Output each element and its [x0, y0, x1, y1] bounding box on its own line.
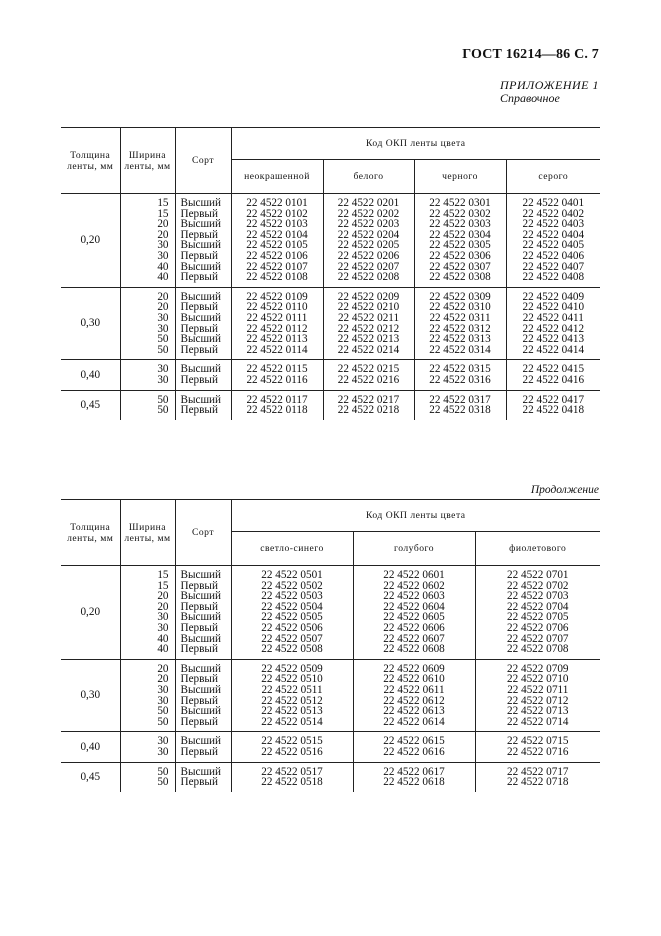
- code-cell: [323, 194, 414, 288]
- width-cell-value: 50: [157, 393, 169, 406]
- grade-cell-value: Первый: [180, 694, 218, 707]
- grade-cell: [175, 287, 231, 360]
- code-cell-value: 22 4522 0203: [337, 218, 400, 231]
- code-cell-value: 22 4522 0413: [522, 333, 585, 346]
- thickness-group-row: [61, 659, 600, 732]
- grade-cell-value: Первый: [180, 643, 218, 656]
- code-cell-value: 22 4522 0715: [506, 735, 569, 748]
- code-cell: [231, 762, 353, 792]
- grade-cell: [175, 390, 231, 420]
- width-cell-value: 30: [157, 373, 169, 386]
- width-cell: [120, 390, 175, 420]
- code-cell-value: 22 4522 0714: [506, 715, 569, 728]
- code-cell: [231, 390, 323, 420]
- code-cell-value: 22 4522 0418: [522, 404, 585, 417]
- code-cell-value: 22 4522 0102: [246, 207, 308, 220]
- code-cell: [231, 732, 353, 762]
- code-cell-value: 22 4522 0605: [383, 611, 445, 624]
- code-cell-value: 22 4522 0514: [261, 715, 323, 728]
- code-cell-value: 22 4522 0317: [429, 393, 491, 406]
- header-color: серого: [506, 160, 600, 194]
- code-cell-value: 22 4522 0706: [506, 621, 569, 634]
- width-cell: [120, 566, 175, 660]
- grade-cell-value: Первый: [180, 776, 218, 789]
- width-cell-value: 20: [157, 662, 169, 675]
- code-cell-value: 22 4522 0212: [337, 322, 400, 335]
- code-cell: [506, 360, 600, 390]
- code-cell-value: 22 4522 0108: [246, 271, 308, 284]
- width-cell-value: 30: [157, 735, 169, 748]
- code-cell-value: 22 4522 0316: [429, 373, 491, 386]
- width-cell: [120, 659, 175, 732]
- code-cell-value: 22 4522 0313: [429, 333, 491, 346]
- code-cell: [231, 360, 323, 390]
- grade-cell-value: Первый: [180, 745, 218, 758]
- header-color: белого: [323, 160, 414, 194]
- code-cell-value: 22 4522 0211: [337, 311, 400, 324]
- code-cell-value: 22 4522 0308: [429, 271, 491, 284]
- code-cell-value: 22 4522 0711: [507, 683, 569, 696]
- code-cell: [231, 287, 323, 360]
- grade-cell-value: Высший: [180, 683, 222, 696]
- code-cell-value: 22 4522 0104: [246, 228, 308, 241]
- code-cell-value: 22 4522 0617: [383, 765, 445, 778]
- grade-cell: [175, 762, 231, 792]
- code-cell: [506, 390, 600, 420]
- code-cell-value: 22 4522 0503: [261, 590, 323, 603]
- code-cell-value: 22 4522 0709: [506, 662, 569, 675]
- thickness-group-row: [61, 566, 600, 660]
- grade-cell-value: Высший: [180, 393, 222, 406]
- code-cell-value: 22 4522 0702: [506, 579, 569, 592]
- width-cell-value: 40: [157, 271, 169, 284]
- grade-cell-value: Первый: [180, 373, 218, 386]
- code-cell-value: 22 4522 0716: [506, 745, 569, 758]
- code-cell-value: 22 4522 0314: [429, 343, 491, 356]
- code-cell-value: 22 4522 0615: [383, 735, 445, 748]
- continuation-label: Продолжение: [530, 484, 599, 496]
- width-cell-value: 30: [157, 363, 169, 376]
- width-cell: [120, 732, 175, 762]
- code-cell-value: 22 4522 0708: [506, 643, 569, 656]
- code-cell-value: 22 4522 0205: [337, 239, 400, 252]
- thickness-cell: 0,30: [61, 659, 120, 732]
- code-cell-value: 22 4522 0216: [337, 373, 400, 386]
- grade-cell-value: Высший: [180, 590, 222, 603]
- header-grade: Сорт: [175, 500, 231, 566]
- table-body: [61, 566, 600, 792]
- code-cell-value: 22 4522 0611: [383, 683, 445, 696]
- width-cell-value: 15: [157, 197, 169, 209]
- header-color: черного: [414, 160, 506, 194]
- code-cell-value: 22 4522 0208: [337, 271, 400, 284]
- code-cell-value: 22 4522 0306: [429, 249, 491, 262]
- code-cell-value: 22 4522 0202: [337, 207, 400, 220]
- code-cell-value: 22 4522 0710: [506, 673, 569, 686]
- width-cell-value: 40: [157, 260, 169, 273]
- thickness-group-row: [61, 360, 600, 390]
- header-grade: Сорт: [175, 128, 231, 194]
- thickness-cell: 0,40: [61, 360, 120, 390]
- code-cell-value: 22 4522 0508: [261, 643, 323, 656]
- grade-cell: [175, 194, 231, 288]
- thickness-group-row: [61, 287, 600, 360]
- grade-cell-value: Высший: [180, 239, 222, 252]
- code-cell-value: 22 4522 0407: [522, 260, 585, 273]
- code-cell-value: 22 4522 0518: [261, 776, 323, 789]
- code-cell-value: 22 4522 0404: [522, 228, 585, 241]
- code-cell-value: 22 4522 0113: [246, 333, 308, 346]
- grade-cell: [175, 360, 231, 390]
- code-cell-value: 22 4522 0414: [522, 343, 585, 356]
- code-cell-value: 22 4522 0406: [522, 249, 585, 262]
- code-cell-value: 22 4522 0116: [246, 373, 308, 386]
- header-thickness: Толщина ленты, мм: [61, 500, 120, 566]
- code-cell-value: 22 4522 0217: [337, 393, 400, 406]
- grade-cell-value: Высший: [180, 363, 222, 376]
- grade-cell: [175, 659, 231, 732]
- grade-cell-value: Высший: [180, 632, 222, 645]
- width-cell-value: 20: [157, 301, 169, 314]
- appendix-title: ПРИЛОЖЕНИЕ 1: [500, 78, 599, 92]
- code-cell-value: 22 4522 0606: [383, 621, 445, 634]
- thickness-cell: 0,40: [61, 732, 120, 762]
- header-code-group: Код ОКП ленты цвета: [231, 128, 600, 160]
- code-cell-value: 22 4522 0618: [383, 776, 445, 789]
- code-cell-value: 22 4522 0707: [506, 632, 569, 645]
- code-cell: [475, 659, 600, 732]
- grade-cell-value: Высший: [180, 260, 222, 273]
- width-cell-value: 30: [157, 249, 169, 262]
- code-cell-value: 22 4522 0106: [246, 249, 308, 262]
- code-cell: [231, 566, 353, 660]
- code-cell-value: 22 4522 0501: [261, 569, 323, 581]
- code-cell-value: 22 4522 0602: [383, 579, 445, 592]
- grade-cell-value: Первый: [180, 673, 218, 686]
- code-cell-value: 22 4522 0717: [506, 765, 569, 778]
- header-code-group: Код ОКП ленты цвета: [231, 500, 600, 532]
- code-cell-value: 22 4522 0301: [429, 197, 491, 209]
- thickness-group-row: [61, 390, 600, 420]
- code-cell-value: 22 4522 0612: [383, 694, 445, 707]
- code-cell-value: 22 4522 0517: [261, 765, 323, 778]
- width-cell: [120, 762, 175, 792]
- code-cell-value: 22 4522 0309: [429, 290, 491, 303]
- code-cell-value: 22 4522 0607: [383, 632, 445, 645]
- code-cell-value: 22 4522 0704: [506, 600, 569, 613]
- code-cell-value: 22 4522 0408: [522, 271, 585, 284]
- code-cell-value: 22 4522 0507: [261, 632, 323, 645]
- code-cell-value: 22 4522 0304: [429, 228, 491, 241]
- code-cell-value: 22 4522 0505: [261, 611, 323, 624]
- grade-cell-value: Высший: [180, 611, 222, 624]
- header-color: неокрашенной: [231, 160, 323, 194]
- code-cell-value: 22 4522 0411: [522, 311, 584, 324]
- width-cell-value: 20: [157, 673, 169, 686]
- header-color: светло-синего: [231, 532, 353, 566]
- code-cell: [323, 287, 414, 360]
- code-cell: [323, 390, 414, 420]
- code-cell-value: 22 4522 0307: [429, 260, 491, 273]
- grade-cell-value: Первый: [180, 600, 218, 613]
- code-cell-value: 22 4522 0608: [383, 643, 445, 656]
- header-color: голубого: [353, 532, 475, 566]
- width-cell-value: 50: [157, 333, 169, 346]
- code-cell-value: 22 4522 0601: [383, 569, 445, 581]
- width-cell-value: 20: [157, 290, 169, 303]
- code-cell-value: 22 4522 0510: [261, 673, 323, 686]
- width-cell-value: 30: [157, 611, 169, 624]
- thickness-group-row: [61, 762, 600, 792]
- code-cell-value: 22 4522 0409: [522, 290, 585, 303]
- code-cell-value: 22 4522 0401: [522, 197, 585, 209]
- grade-cell-value: Высший: [180, 765, 222, 778]
- code-cell-value: 22 4522 0713: [506, 705, 569, 718]
- code-cell: [414, 390, 506, 420]
- code-cell-value: 22 4522 0410: [522, 301, 585, 314]
- width-cell-value: 15: [157, 207, 169, 220]
- thickness-cell: 0,20: [61, 194, 120, 288]
- grade-cell-value: Первый: [180, 621, 218, 634]
- code-cell-value: 22 4522 0315: [429, 363, 491, 376]
- grade-cell-value: Первый: [180, 322, 218, 335]
- width-cell-value: 40: [157, 643, 169, 656]
- width-cell-value: 50: [157, 705, 169, 718]
- code-cell: [414, 287, 506, 360]
- width-cell-value: 30: [157, 311, 169, 324]
- width-cell-value: 15: [157, 569, 169, 581]
- width-cell-value: 50: [157, 404, 169, 417]
- grade-cell-value: Первый: [180, 228, 218, 241]
- code-cell-value: 22 4522 0609: [383, 662, 445, 675]
- code-cell-value: 22 4522 0103: [246, 218, 308, 231]
- code-cell-value: 22 4522 0209: [337, 290, 400, 303]
- code-cell-value: 22 4522 0310: [429, 301, 491, 314]
- code-cell: [475, 732, 600, 762]
- code-cell: [506, 287, 600, 360]
- code-cell-value: 22 4522 0206: [337, 249, 400, 262]
- width-cell-value: 15: [157, 579, 169, 592]
- width-cell-value: 30: [157, 621, 169, 634]
- grade-cell-value: Высший: [180, 290, 222, 303]
- grade-cell-value: Высший: [180, 705, 222, 718]
- code-cell-value: 22 4522 0110: [246, 301, 308, 314]
- header-thickness: Толщина ленты, мм: [61, 128, 120, 194]
- code-cell-value: 22 4522 0512: [261, 694, 323, 707]
- code-cell-value: 22 4522 0109: [246, 290, 308, 303]
- code-cell: [414, 360, 506, 390]
- appendix-label: [500, 79, 599, 105]
- header-width: Ширина ленты, мм: [120, 500, 175, 566]
- grade-cell: [175, 732, 231, 762]
- width-cell: [120, 360, 175, 390]
- thickness-cell: 0,20: [61, 566, 120, 660]
- code-cell-value: 22 4522 0701: [506, 569, 569, 581]
- code-cell-value: 22 4522 0112: [246, 322, 308, 335]
- code-cell-value: 22 4522 0101: [246, 197, 308, 209]
- code-cell-value: 22 4522 0415: [522, 363, 585, 376]
- code-cell-value: 22 4522 0405: [522, 239, 585, 252]
- code-cell-value: 22 4522 0403: [522, 218, 585, 231]
- code-cell-value: 22 4522 0614: [383, 715, 445, 728]
- code-cell-value: 22 4522 0705: [506, 611, 569, 624]
- code-cell-value: 22 4522 0204: [337, 228, 400, 241]
- code-cell-value: 22 4522 0114: [246, 343, 308, 356]
- grade-cell-value: Первый: [180, 343, 218, 356]
- code-cell: [353, 762, 475, 792]
- width-cell-value: 20: [157, 218, 169, 231]
- code-cell-value: 22 4522 0312: [429, 322, 491, 335]
- code-cell-value: 22 4522 0412: [522, 322, 585, 335]
- width-cell-value: 20: [157, 228, 169, 241]
- code-cell-value: 22 4522 0214: [337, 343, 400, 356]
- width-cell-value: 40: [157, 632, 169, 645]
- code-cell-value: 22 4522 0504: [261, 600, 323, 613]
- width-cell-value: 30: [157, 322, 169, 335]
- code-cell-value: 22 4522 0511: [261, 683, 323, 696]
- width-cell-value: 20: [157, 600, 169, 613]
- grade-cell-value: Первый: [180, 404, 218, 417]
- code-cell-value: 22 4522 0718: [506, 776, 569, 789]
- grade-cell-value: Высший: [180, 197, 222, 209]
- code-cell: [353, 732, 475, 762]
- width-cell-value: 30: [157, 239, 169, 252]
- width-cell-value: 30: [157, 745, 169, 758]
- width-cell-value: 30: [157, 694, 169, 707]
- width-cell-value: 20: [157, 590, 169, 603]
- code-cell-value: 22 4522 0111: [246, 311, 308, 324]
- grade-cell-value: Высший: [180, 333, 222, 346]
- code-cell-value: 22 4522 0213: [337, 333, 400, 346]
- code-cell-value: 22 4522 0610: [383, 673, 445, 686]
- appendix-subtitle: Справочное: [500, 91, 560, 105]
- code-cell-value: 22 4522 0105: [246, 239, 308, 252]
- thickness-group-row: [61, 732, 600, 762]
- code-cell-value: 22 4522 0616: [383, 745, 445, 758]
- code-cell-value: 22 4522 0107: [246, 260, 308, 273]
- code-cell-value: 22 4522 0506: [261, 621, 323, 634]
- grade-cell-value: Высший: [180, 735, 222, 748]
- width-cell-value: 50: [157, 715, 169, 728]
- code-cell-value: 22 4522 0218: [337, 404, 400, 417]
- code-cell-value: 22 4522 0603: [383, 590, 445, 603]
- width-cell: [120, 287, 175, 360]
- code-cell-value: 22 4522 0513: [261, 705, 323, 718]
- code-cell: [506, 194, 600, 288]
- okp-codes-table-2: [61, 499, 600, 792]
- code-cell-value: 22 4522 0207: [337, 260, 400, 273]
- code-cell-value: 22 4522 0417: [522, 393, 585, 406]
- width-cell-value: 50: [157, 343, 169, 356]
- grade-cell: [175, 566, 231, 660]
- grade-cell-value: Первый: [180, 207, 218, 220]
- code-cell: [231, 659, 353, 732]
- width-cell-value: 30: [157, 683, 169, 696]
- code-cell-value: 22 4522 0416: [522, 373, 585, 386]
- code-cell-value: 22 4522 0502: [261, 579, 323, 592]
- table-body: [61, 194, 600, 420]
- thickness-cell: 0,45: [61, 390, 120, 420]
- code-cell-value: 22 4522 0311: [429, 311, 491, 324]
- code-cell-value: 22 4522 0201: [337, 197, 400, 209]
- code-cell-value: 22 4522 0703: [506, 590, 569, 603]
- code-cell-value: 22 4522 0515: [261, 735, 323, 748]
- code-cell: [353, 659, 475, 732]
- grade-cell-value: Высший: [180, 569, 222, 581]
- width-cell-value: 50: [157, 776, 169, 789]
- thickness-cell: 0,30: [61, 287, 120, 360]
- code-cell-value: 22 4522 0115: [246, 363, 308, 376]
- code-cell-value: 22 4522 0210: [337, 301, 400, 314]
- code-cell-value: 22 4522 0318: [429, 404, 491, 417]
- code-cell-value: 22 4522 0118: [246, 404, 308, 417]
- grade-cell-value: Первый: [180, 301, 218, 314]
- okp-codes-table-1: [61, 127, 600, 420]
- thickness-group-row: [61, 194, 600, 288]
- code-cell-value: 22 4522 0215: [337, 363, 400, 376]
- code-cell: [231, 194, 323, 288]
- code-cell-value: 22 4522 0712: [506, 694, 569, 707]
- code-cell: [323, 360, 414, 390]
- grade-cell-value: Первый: [180, 579, 218, 592]
- code-cell-value: 22 4522 0305: [429, 239, 491, 252]
- code-cell-value: 22 4522 0117: [246, 393, 308, 406]
- code-cell-value: 22 4522 0509: [261, 662, 323, 675]
- width-cell: [120, 194, 175, 288]
- grade-cell-value: Первый: [180, 715, 218, 728]
- code-cell: [475, 566, 600, 660]
- code-cell: [414, 194, 506, 288]
- code-cell-value: 22 4522 0604: [383, 600, 445, 613]
- code-cell: [475, 762, 600, 792]
- code-cell-value: 22 4522 0303: [429, 218, 491, 231]
- code-cell-value: 22 4522 0302: [429, 207, 491, 220]
- grade-cell-value: Первый: [180, 271, 218, 284]
- code-cell-value: 22 4522 0516: [261, 745, 323, 758]
- thickness-cell: 0,45: [61, 762, 120, 792]
- grade-cell-value: Высший: [180, 218, 222, 231]
- code-cell: [353, 566, 475, 660]
- grade-cell-value: Высший: [180, 311, 222, 324]
- page-header: ГОСТ 16214—86 С. 7: [462, 47, 599, 62]
- width-cell-value: 50: [157, 765, 169, 778]
- code-cell-value: 22 4522 0402: [522, 207, 585, 220]
- grade-cell-value: Высший: [180, 662, 222, 675]
- grade-cell-value: Первый: [180, 249, 218, 262]
- header-width: Ширина ленты, мм: [120, 128, 175, 194]
- header-color: фиолетового: [475, 532, 600, 566]
- code-cell-value: 22 4522 0613: [383, 705, 445, 718]
